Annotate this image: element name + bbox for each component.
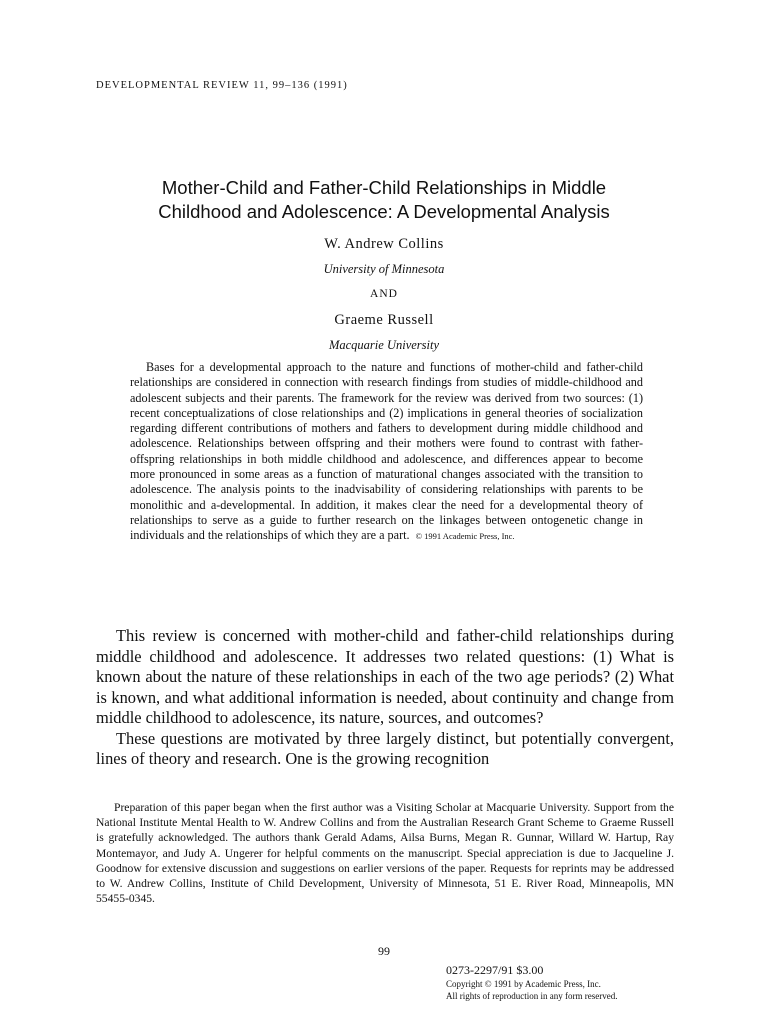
author-2-name: Graeme Russell xyxy=(334,312,434,328)
publisher-rights xyxy=(446,978,617,1002)
author-1-affiliation: University of Minnesota xyxy=(323,262,445,276)
copyright-line: Copyright © 1991 by Academic Press, Inc. xyxy=(446,979,601,989)
body-paragraph-2: These questions are motivated by three largely distinct, but potentially convergent, lines of theory and research. One is the growing recognition xyxy=(96,728,674,768)
abstract-text: Bases for a developmental approach to the nature and functions of mother-child and father-child relationships are considered in connection with research findings from studies of middle-childhood and adolescent subjects and their parents. The framework for the review was derived from two sources: (1) recent conceptualizations of close relationships and (2) implications in general theories of socialization regarding different contributions of mothers and fathers to development during middle childhood and adolescence. Relationships between offspring and their mothers were found to contrast with father-offspring relationships in both middle childhood and adolescence, and differences appear to become more pronounced in some areas as a function of maturational changes associated with the transition to adolescence. The analysis points to the inadvisability of considering relationships with parents to be monolithic and a-developmental. In addition, it makes clear the need for a developmental theory of relationships to serve as a guide to further research on the linkages between ontogenetic change in individuals and the relationships of which they are a part. xyxy=(130,360,643,543)
author-conjunction: AND xyxy=(370,288,398,300)
article-title xyxy=(80,176,688,224)
journal-header: DEVELOPMENTAL REVIEW 11, 99–136 (1991) xyxy=(96,80,348,91)
author-2-affiliation: Macquarie University xyxy=(328,338,440,352)
page-number: 99 xyxy=(378,944,390,958)
title-line-1: Mother-Child and Father-Child Relationships in Middle xyxy=(161,177,607,198)
footnote-text: Preparation of this paper began when the first author was a Visiting Scholar at Macquarie University. Support from the National Institute Mental Health to W. Andrew Collins and from the Australian Research Grant Scheme to Graeme Russell is gratefully acknowledged. The authors thank Gerald Adams, Ailsa Burns, Megan R. Gunnar, Willard W. Hartup, Ray Montemayor, and Judy A. Ungerer for helpful comments on the manuscript. Special appreciation is due to Jacqueline J. Goodnow for extensive discussion and suggestions on earlier versions of the paper. Requests for reprints may be addressed to W. Andrew Collins, Institute of Child Development, University of Minnesota, 51 E. River Road, Minneapolis, MN 55455-0345. xyxy=(96,801,674,906)
title-line-2: Childhood and Adolescence: A Developmental Analysis xyxy=(158,201,610,222)
issn-price: 0273-2297/91 $3.00 xyxy=(446,963,544,977)
abstract-copyright: © 1991 Academic Press, Inc. xyxy=(415,531,515,542)
author-1-name: W. Andrew Collins xyxy=(324,236,444,252)
abstract xyxy=(130,360,643,545)
rights-line: All rights of reproduction in any form reserved. xyxy=(446,991,618,1001)
body-text xyxy=(96,626,674,770)
footnote xyxy=(96,800,674,906)
body-paragraph-1: This review is concerned with mother-child and father-child relationships during middle childhood and adolescence. It addresses two related questions: (1) What is known about the nature of these relationships in each of the two age periods? (2) What is known, and what additional information is needed, about continuity and change from middle childhood to adolescence, its nature, sources, and outcomes? xyxy=(96,626,674,727)
